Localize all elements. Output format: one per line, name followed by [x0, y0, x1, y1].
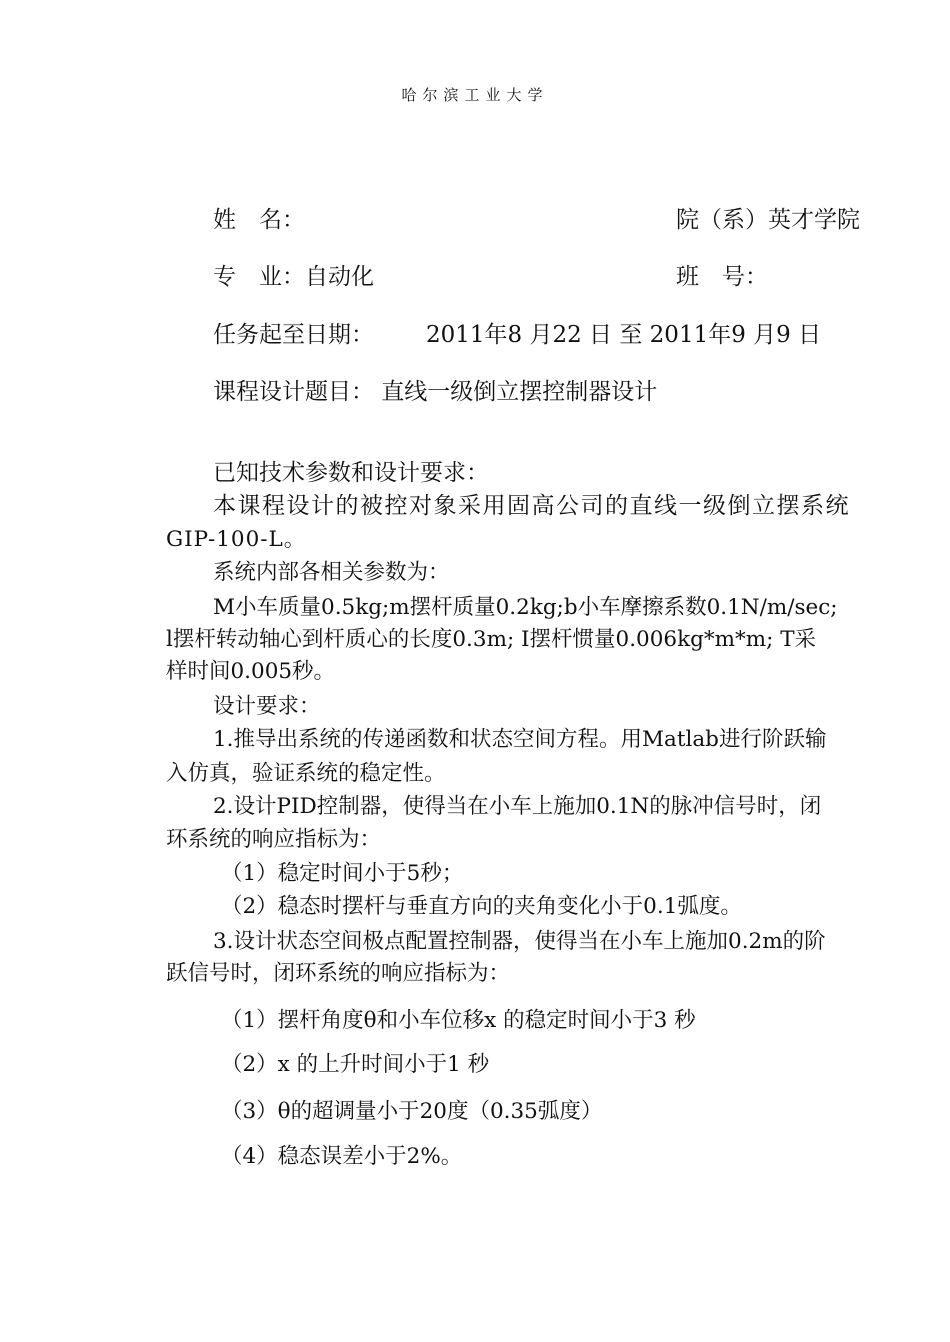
- body-line: 跃信号时，闭环系统的响应指标为：: [166, 961, 511, 986]
- body-line: M小车质量0.5kg;m摆杆质量0.2kg;b小车摩擦系数0.1N/m/sec;: [213, 595, 838, 620]
- body-line: （1）摆杆角度θ和小车位移x 的稳定时间小于3 秒: [221, 1008, 696, 1033]
- class-label: 班 号：: [676, 264, 768, 290]
- body-line: 样时间0.005秒。: [166, 659, 336, 684]
- body-line: （4）稳态误差小于2%。: [221, 1144, 463, 1169]
- name-label: 姓 名：: [213, 207, 305, 233]
- department-field: 院（系）英才学院: [676, 207, 860, 233]
- major-field: 专 业：自动化: [213, 264, 374, 290]
- body-line: 系统内部各相关参数为：: [213, 560, 450, 585]
- body-line: 本课程设计的被控对象采用固高公司的直线一级倒立摆系统: [213, 493, 850, 519]
- body-line: 1.推导出系统的传递函数和状态空间方程。用Matlab进行阶跃输: [213, 727, 827, 752]
- topic-line: 课程设计题目： 直线一级倒立摆控制器设计: [213, 379, 658, 405]
- body-line: （2）x 的上升时间小于1 秒: [221, 1052, 490, 1077]
- body-line: 2.设计PID控制器，使得当在小车上施加0.1N的脉冲信号时，闭: [213, 794, 822, 819]
- body-line: 已知技术参数和设计要求：: [213, 460, 489, 486]
- dates-value: 2011年8 月22 日 至 2011年9 月9 日: [426, 322, 822, 348]
- body-line: GIP-100-L。: [166, 527, 307, 552]
- body-line: 设计要求：: [213, 694, 321, 719]
- body-line: （1）稳定时间小于5秒；: [221, 861, 464, 886]
- body-line: 环系统的响应指标为：: [166, 827, 382, 852]
- university-header: 哈尔滨工业大学: [401, 86, 549, 104]
- body-line: 入仿真，验证系统的稳定性。: [166, 761, 446, 786]
- body-line: l摆杆转动轴心到杆质心的长度0.3m; I摆杆惯量0.006kg*m*m; T采: [166, 627, 817, 652]
- dates-label: 任务起至日期：: [213, 322, 374, 348]
- body-line: 3.设计状态空间极点配置控制器，使得当在小车上施加0.2m的阶: [213, 929, 826, 954]
- body-line: （2）稳态时摆杆与垂直方向的夹角变化小于0.1弧度。: [221, 894, 742, 919]
- body-line: （3）θ的超调量小于20度（0.35弧度）: [221, 1099, 603, 1124]
